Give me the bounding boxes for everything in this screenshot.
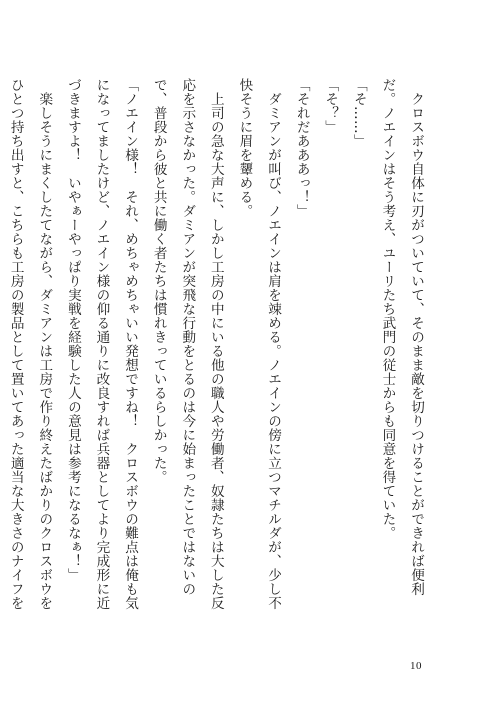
novel-text-body	[7, 78, 430, 623]
paragraph-2: 「そ……」	[350, 78, 367, 148]
paragraph-8: 楽しそうにまくしたてながら、ダミアンは工房で作り終えたばかりのクロスボウをひとつ持ち出すと、こちらも工房の製品として置いてあった適当な大きさのナイフを	[7, 78, 53, 610]
paragraph-1: クロスボウ自体に刃がついていて、そのまま敵を切りつけることができれば便利だ。ノエインはそう考え、ユーリたち武門の従士からも同意を得ていた。	[379, 78, 424, 596]
paragraph-5: ダミアンが叫び、ノエインは肩を竦める。ノエインの傍に立つマチルダが、少し不快そうに眉を顰める。	[236, 78, 282, 610]
paragraph-7: 「ノエイン様！ それ、めちゃめちゃいい発想ですね！ クロスボウの難点は俺も気になってましたけど、ノエイン様の仰る通りに改良すれば兵器としてより完成形に近づきますよ！ いやぁーやっぱり実戦を経験した人の意見は参考になるなぁ！」	[64, 78, 139, 610]
page-number: 10	[410, 660, 422, 672]
paragraph-3: 「そ？」	[322, 78, 339, 134]
paragraph-6: 上司の急な大声に、しかし工房の中にいる他の職人や労働者、奴隷たちは大した反応を示さなかった。ダミアンが突飛な行動をとるのは今に始まったことではないので、普段から彼と共に働く者たちは慣れきっているらしかった。	[150, 78, 224, 610]
paragraph-4: 「それだあああっ！」	[293, 78, 310, 218]
